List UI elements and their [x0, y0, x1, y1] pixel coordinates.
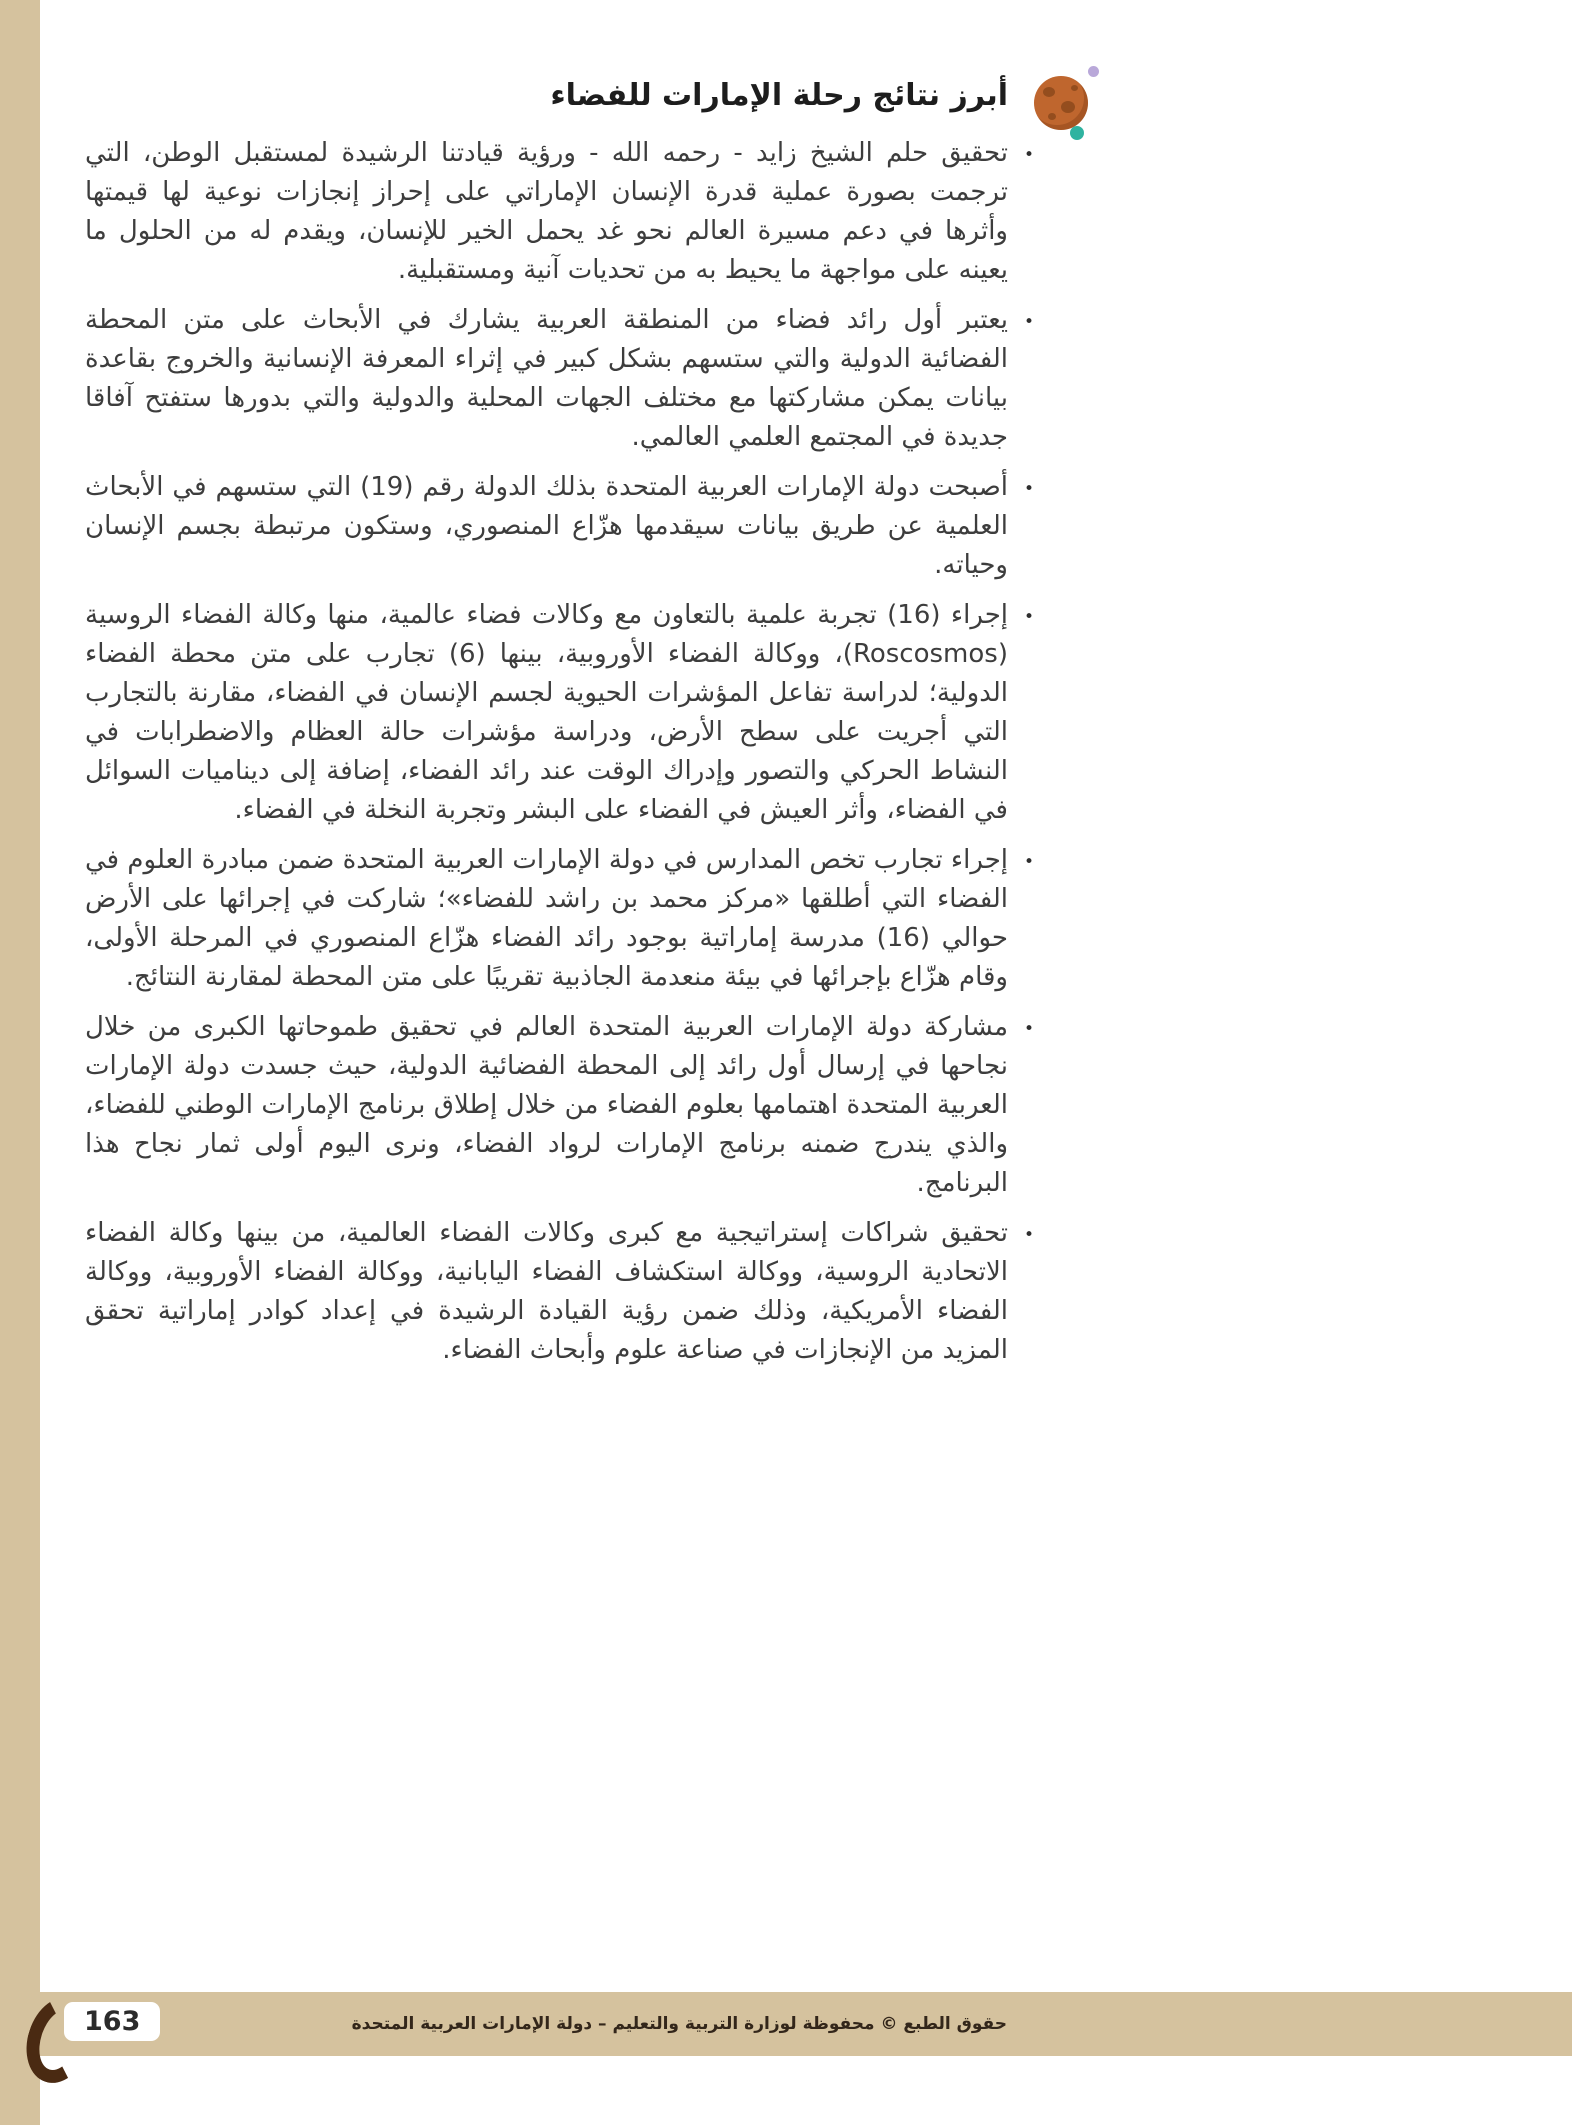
- crater-icon: [1043, 87, 1055, 97]
- page-number-value: 163: [84, 2006, 141, 2037]
- crater-icon: [1071, 85, 1078, 91]
- bullet-item: • مشاركة دولة الإمارات العربية المتحدة العالم في تحقيق طموحاتها الكبرى من خلال نجاحها في إرسال أول رائد إلى المحطة الفضائية الدولية، حيث جسدت دولة الإمارات العربية المتحدة اهتمامها بعلوم الفضاء من خلال إطلاق برنامج الإمارات الوطني للفضاء، والذي يندرج ضمنه برنامج الإمارات لرواد الفضاء، ونرى اليوم أولى ثمار نجاح هذا البرنامج.: [85, 1008, 1008, 1203]
- left-margin-strip: [0, 0, 40, 2125]
- crater-icon: [1048, 113, 1056, 120]
- bullet-item: • تحقيق حلم الشيخ زايد - رحمه الله - ورؤية قيادتنا الرشيدة لمستقبل الوطن، التي ترجمت بصورة عملية قدرة الإنسان الإماراتي على إحراز إنجازات نوعية لها قيمتها وأثرها في دعم مسيرة العالم نحو غد يحمل الخير للإنسان، ويقدم له من الحلول ما يعينه على مواجهة ما يحيط به من تحديات آنية ومستقبلية.: [85, 134, 1008, 290]
- page-title: أبرز نتائج رحلة الإمارات للفضاء: [550, 78, 1008, 113]
- page-content: [85, 74, 1008, 1381]
- planet-icon: [1028, 64, 1106, 148]
- bullet-item: • إجراء تجارب تخص المدارس في دولة الإمارات العربية المتحدة ضمن مبادرة العلوم في الفضاء التي أطلقها «مركز محمد بن راشد للفضاء»؛ شاركت في إجرائها على الأرض حوالي (16) مدرسة إماراتية بوجود رائد الفضاء هزّاع المنصوري في المرحلة الأولى، وقام هزّاع بإجرائها في بيئة منعدمة الجاذبية تقريبًا على متن المحطة لمقارنة النتائج.: [85, 841, 1008, 997]
- copyright-text: حقوق الطبع © محفوظة لوزارة التربية والتعليم – دولة الإمارات العربية المتحدة: [351, 2014, 1007, 2034]
- bullet-list: [85, 134, 1008, 1370]
- crater-icon: [1061, 101, 1075, 113]
- bullet-item: • تحقيق شراكات إستراتيجية مع كبرى وكالات الفضاء العالمية، من بينها وكالة الفضاء الاتحادية الروسية، ووكالة استكشاف الفضاء اليابانية، ووكالة الفضاء الأوروبية، ووكالة الفضاء الأمريكية، وذلك ضمن رؤية القيادة الرشيدة في إعداد كوادر إماراتية تحقق المزيد من الإنجازات في صناعة علوم وأبحاث الفضاء.: [85, 1214, 1008, 1370]
- bullet-item: • يعتبر أول رائد فضاء من المنطقة العربية يشارك في الأبحاث على متن المحطة الفضائية الدولية والتي ستسهم بشكل كبير في إثراء المعرفة الإنسانية والخروج بقاعدة بيانات يمكن مشاركتها مع مختلف الجهات المحلية والدولية والتي بدورها ستفتح آفاقا جديدة في المجتمع العلمي العالمي.: [85, 301, 1008, 457]
- planet-globe-icon: [1034, 76, 1088, 130]
- teal-dot-icon: [1070, 126, 1084, 140]
- bullet-item: • أصبحت دولة الإمارات العربية المتحدة بذلك الدولة رقم (19) التي ستسهم في الأبحاث العلمية عن طريق بيانات سيقدمها هزّاع المنصوري، وستكون مرتبطة بجسم الإنسان وحياته.: [85, 468, 1008, 585]
- bullet-item: • إجراء (16) تجربة علمية بالتعاون مع وكالات فضاء عالمية، منها وكالة الفضاء الروسية (Roscosmos)، ووكالة الفضاء الأوروبية، بينها (6) تجارب على متن محطة الفضاء الدولية؛ لدراسة تفاعل المؤشرات الحيوية لجسم الإنسان في الفضاء، مقارنة بالتجارب التي أجريت على سطح الأرض، ودراسة مؤشرات حالة العظام والاضطرابات في النشاط الحركي والتصور وإدراك الوقت عند رائد الفضاء، إضافة إلى ديناميات السوائل في الفضاء، وأثر العيش في الفضاء على البشر وتجربة النخلة في الفضاء.: [85, 596, 1008, 830]
- purple-dot-icon: [1088, 66, 1099, 77]
- page-number: [64, 2002, 160, 2041]
